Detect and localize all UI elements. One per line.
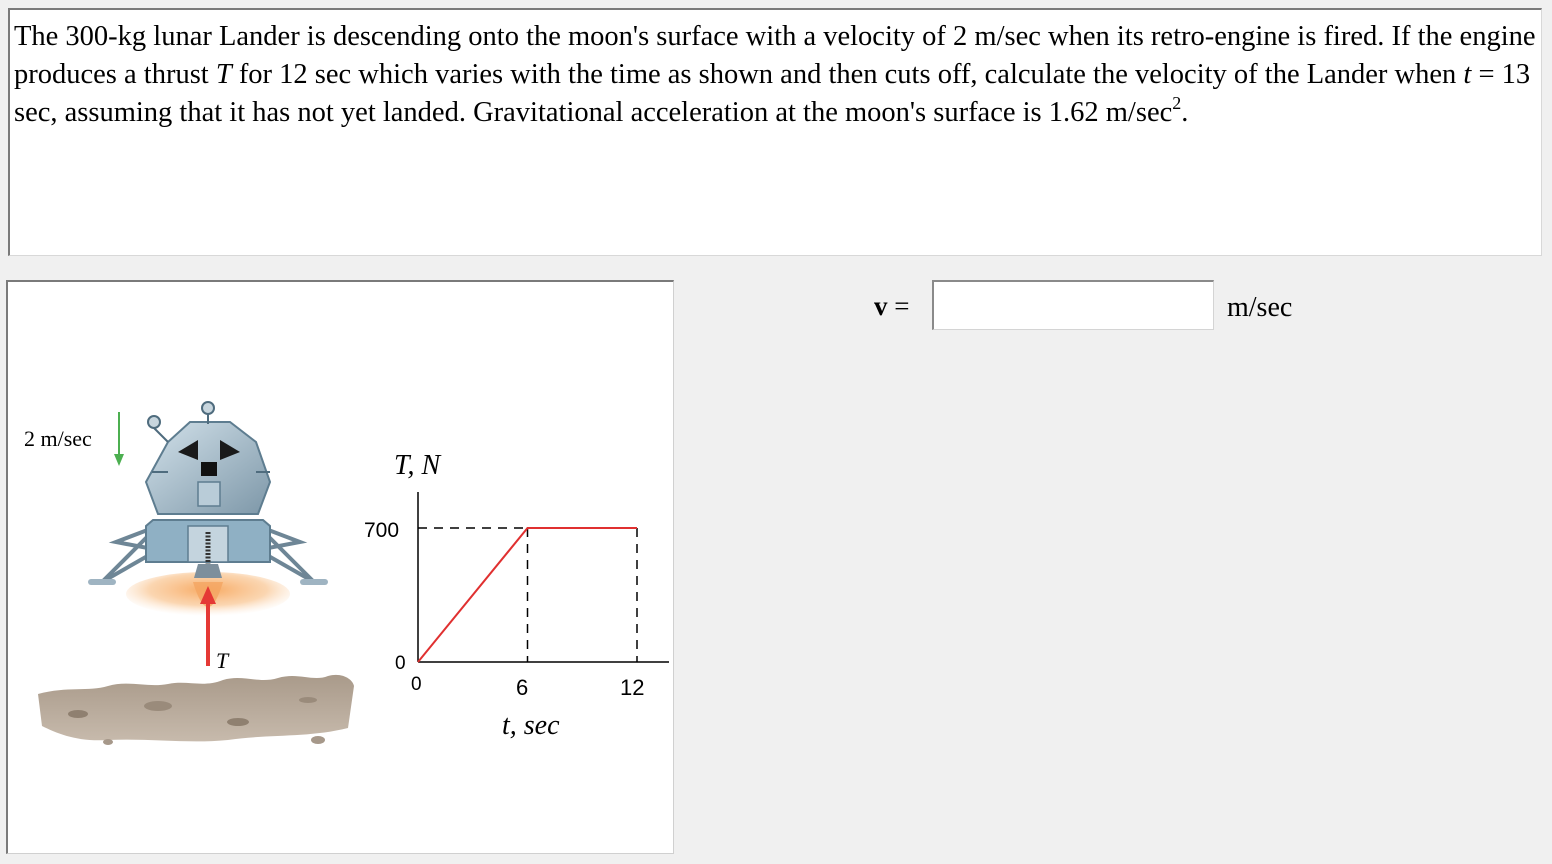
lunar-lander (88, 402, 328, 585)
answer-variable: v (874, 291, 888, 321)
answer-unit: m/sec (1227, 292, 1293, 323)
velocity-answer-input[interactable] (932, 280, 1214, 330)
thrust-time-graph (364, 450, 669, 741)
graph-y-axis-label: T, N (394, 450, 441, 481)
exponent: 2 (1172, 93, 1182, 113)
figure-illustration (8, 282, 674, 854)
answer-equals: = (887, 291, 910, 321)
graph-x-axis-label: t, sec (502, 710, 560, 741)
answer-label (874, 291, 909, 322)
thrust-arrow-label: T (216, 648, 229, 673)
figure-panel (6, 280, 674, 854)
y-tick-700: 700 (364, 519, 400, 542)
velocity-label: 2 m/sec (24, 426, 92, 451)
thrust-symbol: T (215, 59, 232, 90)
x-tick-6: 6 (516, 675, 529, 700)
problem-text (10, 10, 1541, 132)
x-tick-0: 0 (411, 674, 422, 695)
x-tick-12: 12 (620, 675, 645, 700)
y-tick-0: 0 (395, 653, 406, 674)
problem-text-part1: The 300-kg lunar Lander is descending onto the moon's surface with a velocity of 2 m/sec when its retro-engine is fired. If the engine produces a thrust (14, 21, 1536, 90)
time-symbol: t (1463, 59, 1472, 90)
problem-statement-box (8, 8, 1542, 256)
velocity-arrow (114, 412, 124, 466)
problem-text-part2: for 12 sec which varies with the time as shown and then cuts off, calculate the velocity of the Lander when (231, 59, 1464, 90)
problem-text-part3: = 13 sec, assuming that it has not yet landed. Gravitational acceleration at the moon's surface is 1.62 m/sec (14, 59, 1531, 128)
lunar-surface (38, 675, 354, 745)
problem-text-part4: . (1181, 97, 1189, 128)
